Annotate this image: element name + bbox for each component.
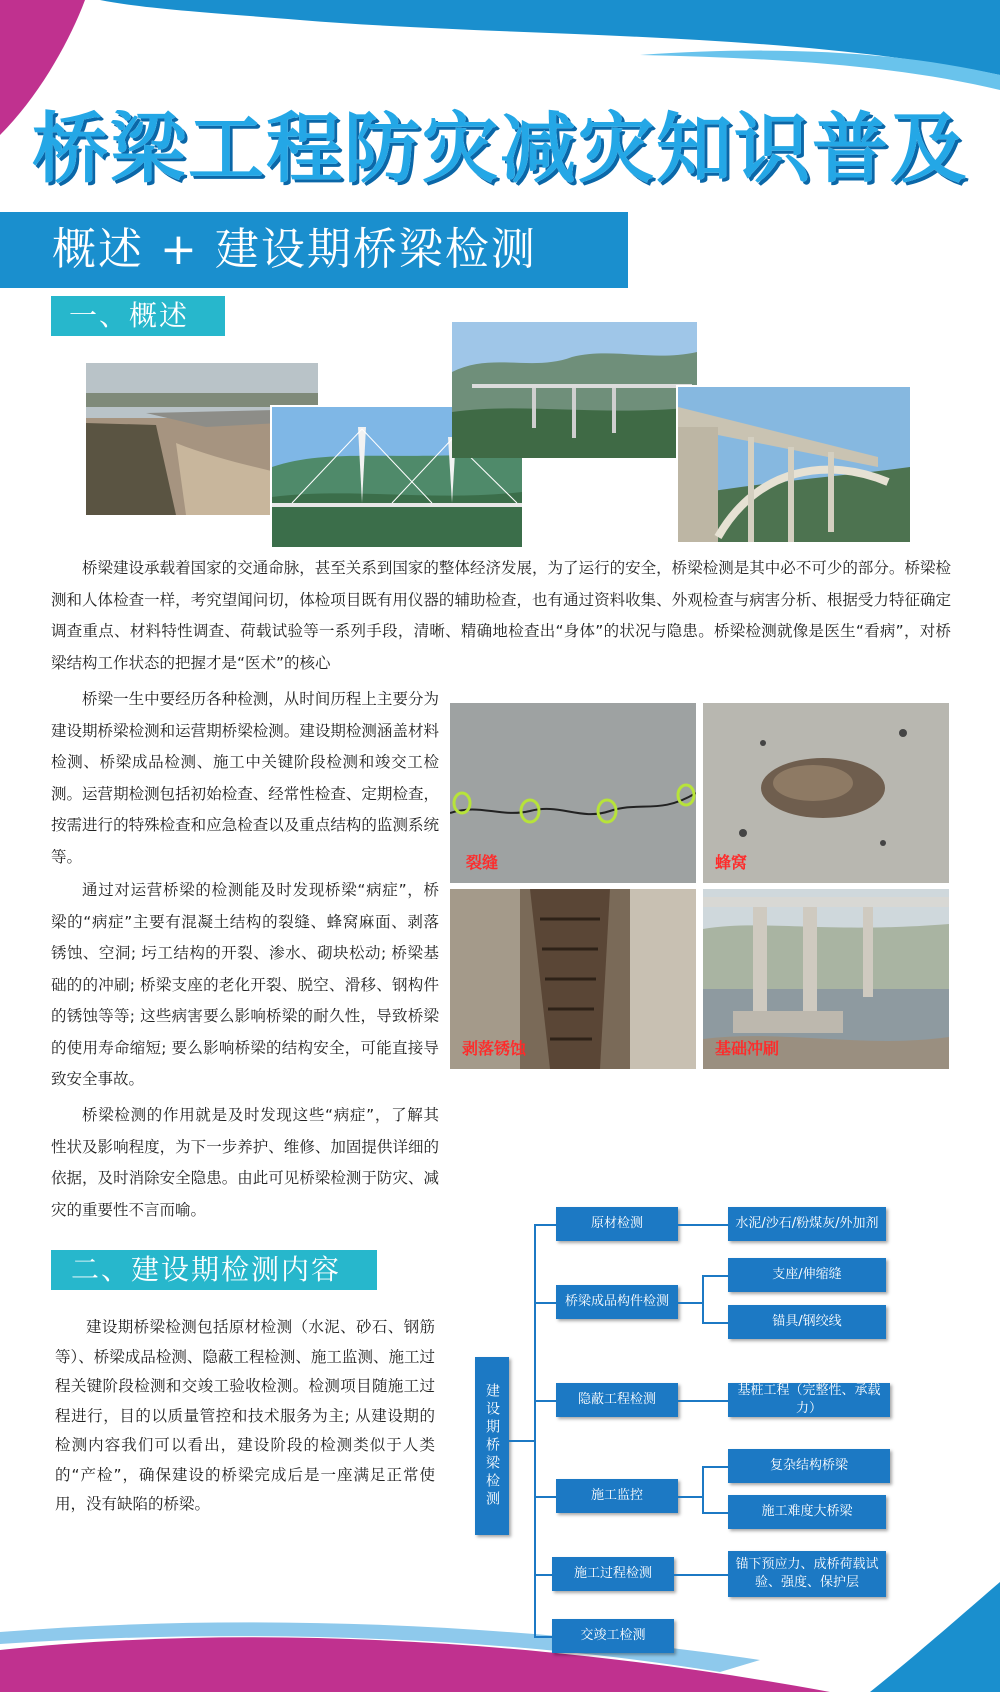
tree-connector	[678, 1400, 728, 1402]
scour-label: 基础冲刷	[715, 1039, 780, 1058]
branch-concealed-works: 隐蔽工程检测	[556, 1383, 678, 1417]
concrete-arch-bridge-photo	[676, 385, 912, 544]
tree-connector	[702, 1466, 704, 1512]
honeycomb-label: 蜂窝	[715, 853, 748, 872]
crack-label: 裂缝	[466, 853, 499, 872]
tree-connector	[674, 1574, 728, 1576]
child-difficult-construction-bridge: 施工难度大桥梁	[728, 1495, 886, 1529]
inspection-types-paragraph: 桥梁一生中要经历各种检测，从时间历程上主要分为建设期桥梁检测和运营期桥梁检测。建设期检测涵盖材料检测、桥梁成品检测、施工中关键阶段检测和竣交工检测。运营期检测包括初始检查、经常性检查、定期检查，按需进行的特殊检查和应急检查以及重点结构的监测系统等。	[51, 690, 439, 866]
tree-connector	[534, 1302, 556, 1304]
branch-construction-monitoring: 施工监控	[556, 1479, 678, 1513]
construction-inspection-paragraph: 建设期桥梁检测包括原材检测（水泥、砂石、钢筋等）、桥梁成品检测、隐蔽工程检测、施工监测、施工过程关键阶段检测和交竣工验收检测。检测项目随施工过程进行，目的以质量管控和技术服务为主; 从建设期的检测内容我们可以看出，建设阶段的检测类似于人类的“产检”，确保建设的桥梁完成后是一座满足正常使用，没有缺陷的桥梁。	[55, 1318, 435, 1513]
branch-process-inspection: 施工过程检测	[552, 1557, 674, 1591]
tree-root: 建设期桥梁检测	[475, 1357, 509, 1535]
tree-connector	[509, 1440, 534, 1442]
spalling-label: 剥落锈蚀	[462, 1039, 527, 1058]
tree-connector	[534, 1224, 556, 1226]
crack-photo	[450, 703, 696, 883]
tree-connector	[678, 1496, 702, 1498]
intro-paragraph: 桥梁建设承载着国家的交通命脉，甚至关系到国家的整体经济发展，为了运行的安全，桥梁检测是其中必不可少的部分。桥梁检测和人体检查一样，考究望闻问切，体检项目既有用仪器的辅助检查，也有通过资料收集、外观检查与病害分析、根据受力特征确定调查重点、材料特性调查、荷载试验等一系列手段，清晰、精确地检查出“身体”的状况与隐患。桥梁检测就像是医生“看病”，对桥梁结构工作状态的把握才是“医术”的核心	[51, 559, 951, 672]
child-bearing-expansion-joint: 支座/伸缩缝	[728, 1258, 886, 1292]
arch-viaduct-photo	[452, 322, 697, 458]
child-pile-foundation: 基桩工程（完整性、承载力）	[728, 1383, 890, 1417]
tree-connector	[702, 1275, 728, 1277]
child-cement-sand-flyash: 水泥/沙石/粉煤灰/外加剂	[728, 1207, 886, 1241]
branch-completion-inspection: 交竣工检测	[552, 1619, 674, 1653]
tree-connector	[702, 1275, 704, 1323]
section-banner: 概述 + 建设期桥梁检测	[0, 212, 628, 288]
scour-photo	[703, 889, 949, 1069]
spalling-rust-photo	[450, 889, 696, 1069]
tree-connector	[678, 1302, 702, 1304]
tree-connector	[534, 1496, 556, 1498]
tree-connector	[702, 1322, 728, 1324]
main-title: 桥梁工程防灾减灾知识普及	[32, 104, 968, 193]
tree-connector	[702, 1512, 728, 1514]
tree-connector	[534, 1400, 556, 1402]
tree-connector	[702, 1466, 728, 1468]
defects-paragraph: 通过对运营桥梁的检测能及时发现桥梁“病症”，桥梁的“病症”主要有混凝土结构的裂缝、蜂窝麻面、剥落锈蚀、空洞; 圬工结构的开裂、渗水、砌块松动; 桥梁基础的的冲刷; 桥梁支座的老化开裂、脱空、滑移、钢构件的锈蚀等等; 这些病害要么影响桥梁的耐久性，导致桥梁的使用寿命缩短; 要么影响桥梁的结构安全，可能直接导致安全事故。	[51, 881, 439, 1088]
honeycomb-photo	[703, 703, 949, 883]
child-anchor-strand: 锚具/钢绞线	[728, 1305, 886, 1339]
section1-label: 一、概述	[51, 296, 225, 336]
child-prestress-load-test: 锚下预应力、成桥荷载试验、强度、保护层	[728, 1551, 886, 1597]
branch-finished-components: 桥梁成品构件检测	[556, 1285, 678, 1319]
tree-connector	[678, 1224, 728, 1226]
section2-label: 二、建设期检测内容	[51, 1250, 377, 1290]
inspection-role-paragraph: 桥梁检测的作用就是及时发现这些“病症”，了解其性状及影响程度，为下一步养护、维修、加固提供详细的依据，及时消除安全隐患。由此可见桥梁检测于防灾、减灾的重要性不言而喻。	[51, 1106, 439, 1219]
branch-raw-materials: 原材检测	[556, 1207, 678, 1241]
child-complex-structure-bridge: 复杂结构桥梁	[728, 1449, 890, 1483]
